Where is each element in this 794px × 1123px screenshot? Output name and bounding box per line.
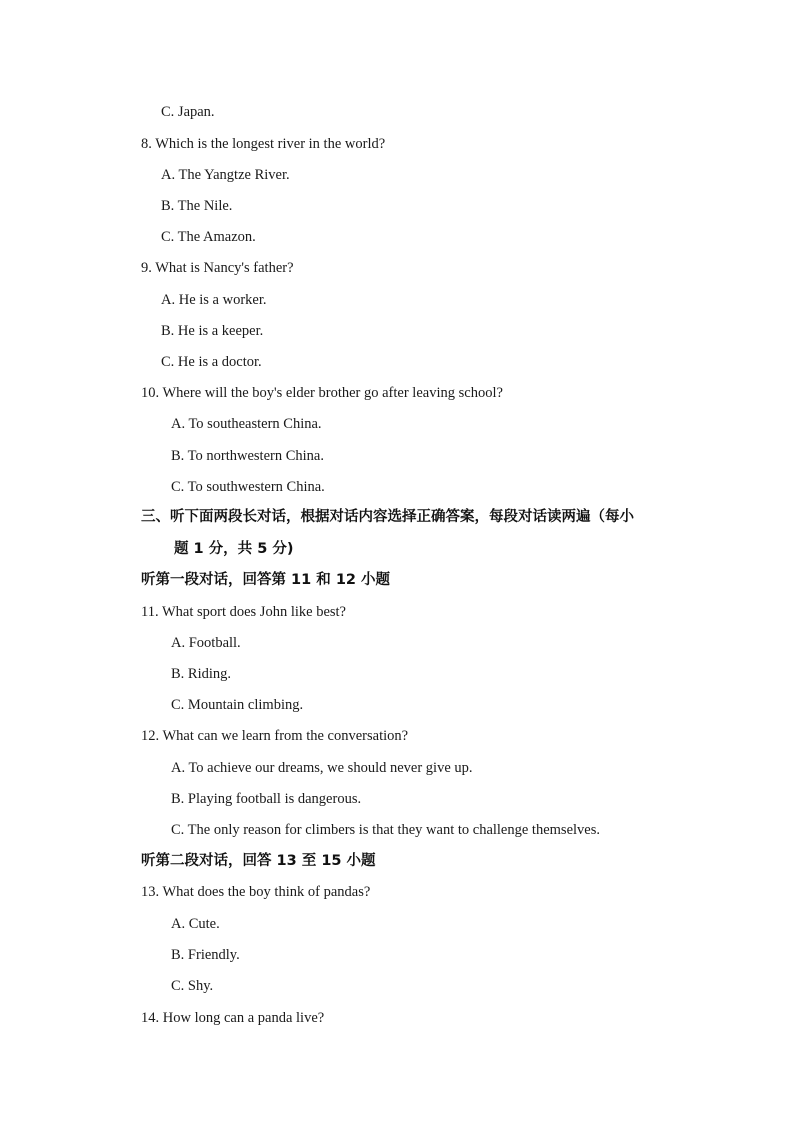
option-10c: C. To southwestern China. <box>171 479 325 495</box>
question-10: 10. Where will the boy's elder brother go after leaving school? <box>141 385 503 401</box>
question-11: 11. What sport does John like best? <box>141 604 346 620</box>
option-8a: A. The Yangtze River. <box>161 167 290 183</box>
option-11b: B. Riding. <box>171 666 232 682</box>
option-13a: A. Cute. <box>171 916 220 932</box>
option-9a: A. He is a worker. <box>161 292 267 308</box>
dialogue-one-heading: 听第一段对话，回答第 11 和 12 小题 <box>141 572 391 588</box>
section-three-heading-cont: 题 1 分，共 5 分) <box>174 541 294 557</box>
option-11a: A. Football. <box>171 635 241 651</box>
option-9b: B. He is a keeper. <box>161 323 264 339</box>
option-7c: C. Japan. <box>161 104 215 120</box>
option-10a: A. To southeastern China. <box>171 416 322 432</box>
option-9c: C. He is a doctor. <box>161 354 262 370</box>
dialogue-two-heading: 听第二段对话，回答 13 至 15 小题 <box>141 853 376 869</box>
question-12: 12. What can we learn from the conversation? <box>141 728 409 744</box>
option-12c: C. The only reason for climbers is that they want to challenge themselves. <box>171 822 600 838</box>
option-10b: B. To northwestern China. <box>171 448 324 464</box>
option-13c: C. Shy. <box>171 978 214 994</box>
option-13b: B. Friendly. <box>171 947 240 963</box>
option-11c: C. Mountain climbing. <box>171 697 304 713</box>
section-three-heading: 三、听下面两段长对话，根据对话内容选择正确答案，每段对话读两遍（每小 <box>141 509 634 525</box>
option-12a: A. To achieve our dreams, we should never give up. <box>171 760 473 776</box>
question-13: 13. What does the boy think of pandas? <box>141 884 371 900</box>
question-9: 9. What is Nancy's father? <box>141 260 294 276</box>
option-12b: B. Playing football is dangerous. <box>171 791 362 807</box>
question-8: 8. Which is the longest river in the world? <box>141 136 386 152</box>
option-8b: B. The Nile. <box>161 198 233 214</box>
option-8c: C. The Amazon. <box>161 229 256 245</box>
question-14: 14. How long can a panda live? <box>141 1010 325 1026</box>
